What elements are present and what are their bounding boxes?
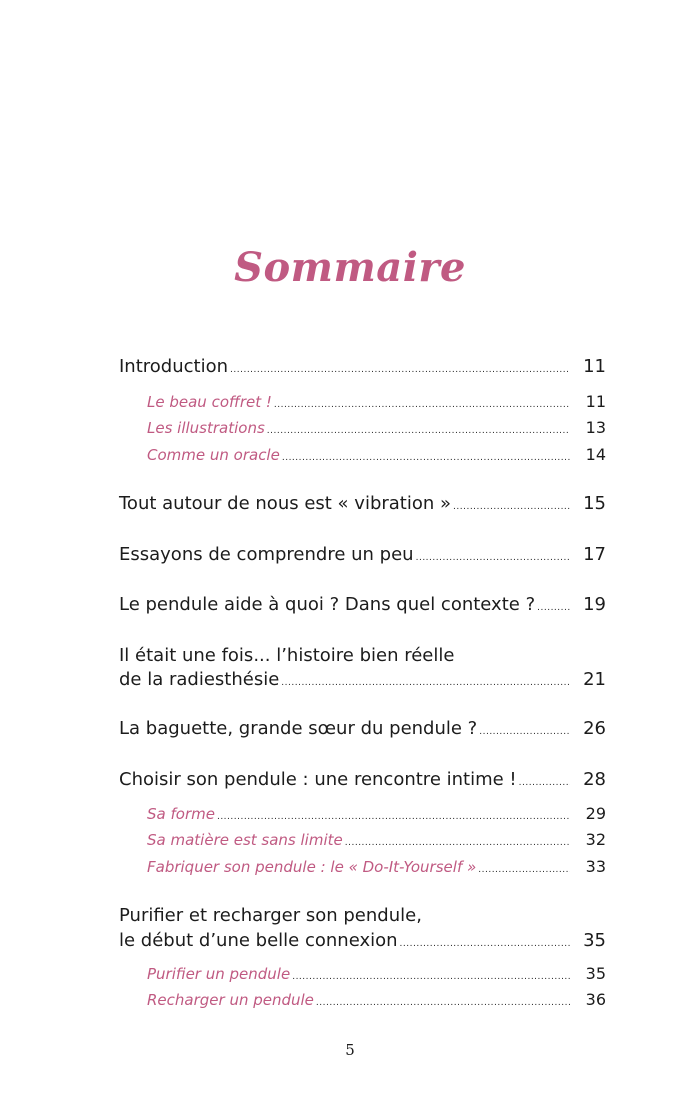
toc-entry-page: 17 xyxy=(583,544,606,565)
toc-entry-introduction[interactable] xyxy=(119,356,606,377)
toc-entry-title: La baguette, grande sœur du pendule ? xyxy=(119,718,478,739)
toc-entry-page: 32 xyxy=(585,830,606,849)
toc-entry-title: Introduction xyxy=(119,356,229,377)
toc-entry-choisir[interactable] xyxy=(119,769,606,790)
dot-leader xyxy=(537,603,570,613)
toc-entry-title: Sa forme xyxy=(147,805,215,823)
toc-subentry-purifier[interactable] xyxy=(147,964,606,983)
toc-entry-title: Le beau coffret ! xyxy=(147,393,272,411)
dot-leader xyxy=(267,426,570,436)
toc-entry-baguette[interactable] xyxy=(119,718,606,739)
toc-subentry-forme[interactable] xyxy=(147,804,606,823)
page-title: Sommaire xyxy=(234,244,466,291)
toc-entry-page: 15 xyxy=(583,493,606,514)
toc-entry-title: Comme un oracle xyxy=(147,446,280,464)
toc-entry-page: 35 xyxy=(583,930,606,951)
toc-subentry-beau-coffret[interactable] xyxy=(147,392,606,411)
toc-entry-page: 13 xyxy=(585,418,606,437)
toc-entry-page: 11 xyxy=(585,392,606,411)
toc-subentry-oracle[interactable] xyxy=(147,445,606,464)
toc-entry-title: de la radiesthésie xyxy=(119,669,280,690)
dot-leader xyxy=(416,553,570,563)
toc-entry-vibration[interactable] xyxy=(119,493,606,514)
toc-subentry-illustrations[interactable] xyxy=(147,418,606,437)
toc-entry-page: 35 xyxy=(585,964,606,983)
toc-entry-pendule-aide[interactable] xyxy=(119,594,606,615)
toc-entry-title: Choisir son pendule : une rencontre intime ! xyxy=(119,769,517,790)
dot-leader xyxy=(274,400,570,410)
dot-leader xyxy=(282,453,570,463)
dot-leader xyxy=(479,727,570,737)
toc-entry-page: 14 xyxy=(585,445,606,464)
toc-entry-title: Fabriquer son pendule : le « Do-It-Yourself » xyxy=(147,858,477,876)
dot-leader xyxy=(478,865,570,875)
toc-entry-comprendre[interactable] xyxy=(119,544,606,565)
toc-entry-page: 11 xyxy=(583,356,606,377)
toc-entry-page: 33 xyxy=(585,857,606,876)
toc-entry-title: Les illustrations xyxy=(147,419,265,437)
toc-entry-page: 21 xyxy=(583,669,606,690)
dot-leader xyxy=(345,838,570,848)
dot-leader xyxy=(519,778,570,788)
toc-subentry-recharger[interactable] xyxy=(147,990,606,1009)
toc-entry-page: 29 xyxy=(585,804,606,823)
toc-subentry-matiere[interactable] xyxy=(147,830,606,849)
toc-entry-page: 19 xyxy=(583,594,606,615)
dot-leader xyxy=(281,678,570,688)
dot-leader xyxy=(316,998,570,1008)
toc-entry-title: Purifier un pendule xyxy=(147,965,291,983)
toc-entry-title: Le pendule aide à quoi ? Dans quel contexte ? xyxy=(119,594,536,615)
toc-entry-title: Tout autour de nous est « vibration » xyxy=(119,493,452,514)
toc-entry-title-line1: Il était une fois... l’histoire bien réelle xyxy=(119,645,455,666)
dot-leader xyxy=(230,365,570,375)
page-number: 5 xyxy=(345,1041,355,1059)
toc-entry-title: Recharger un pendule xyxy=(147,991,314,1009)
toc-entry-title-line1: Purifier et recharger son pendule, xyxy=(119,905,422,926)
toc-entry-title: Sa matière est sans limite xyxy=(147,831,343,849)
dot-leader xyxy=(292,972,570,982)
toc-entry-title: le début d’une belle connexion xyxy=(119,930,398,951)
dot-leader xyxy=(453,502,570,512)
toc-entry-page: 28 xyxy=(583,769,606,790)
toc-entry-page: 36 xyxy=(585,990,606,1009)
toc-entry-page: 26 xyxy=(583,718,606,739)
dot-leader xyxy=(217,812,570,822)
toc-subentry-fabriquer[interactable] xyxy=(147,857,606,876)
toc-entry-title: Essayons de comprendre un peu xyxy=(119,544,414,565)
toc-entry-radiesthesie[interactable] xyxy=(119,669,606,690)
toc-entry-purifier-recharger[interactable] xyxy=(119,930,606,951)
dot-leader xyxy=(400,939,570,949)
